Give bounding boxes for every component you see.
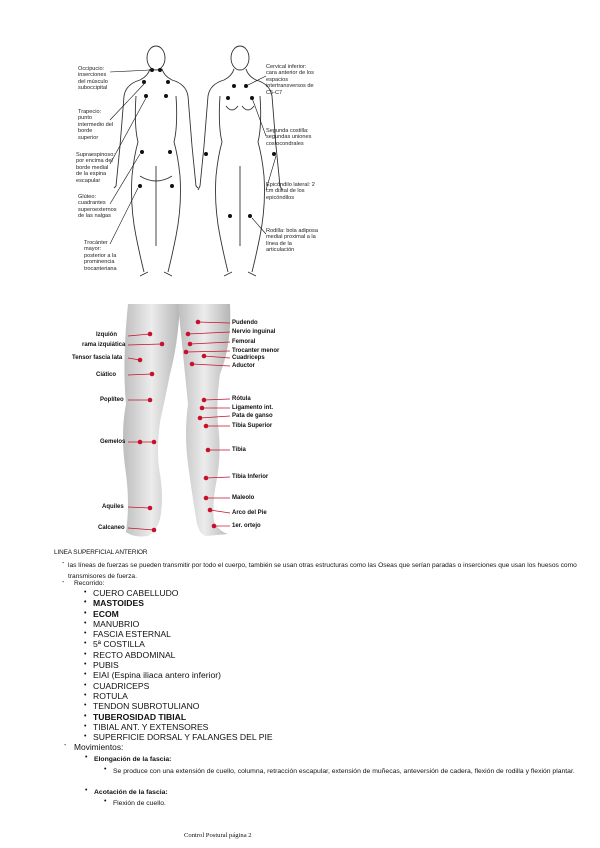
bullet-marker: • <box>85 754 88 761</box>
section-heading: LINEA SUPERFICIAL ANTERIOR <box>54 549 148 556</box>
leg-label-rotula: Rótula <box>232 396 251 402</box>
leg-label-arco-del-pie: Arco del Pie <box>232 510 267 516</box>
leg-label-pudendo: Pudendo <box>232 320 258 326</box>
list-item: • ROTULA <box>84 691 273 701</box>
list-item: • RECTO ABDOMINAL <box>84 650 273 660</box>
leg-label-izquion: Izquión <box>96 332 117 338</box>
tender-points-figure <box>70 36 330 280</box>
list-item: • MANUBRIO <box>84 619 273 629</box>
list-item: • MASTOIDES <box>84 598 273 608</box>
leg-label-tibia-superior: Tibia Superior <box>232 423 273 429</box>
page-footer: Control Postural página 2 <box>184 832 252 839</box>
intro-paragraph: las líneas de fuerzas se pueden transmitir por todo el cuerpo, también se usan otras estructuras como las Oseas que serían paradas o inserciones que usan los huesos como transmisores de fuerza. <box>68 562 577 580</box>
leg-label-nervio-inguinal: Nervio inguinal <box>232 329 276 335</box>
list-item: • EIAI (Espina iliaca antero inferior) <box>84 670 273 680</box>
list-item: • PUBIS <box>84 660 273 670</box>
dash-marker: - <box>62 560 65 567</box>
movimientos-label: Movimientos: <box>74 742 124 752</box>
list-item: • TENDON SUBROTULIANO <box>84 701 273 711</box>
acortacion-text: Flexión de cuello. <box>113 800 166 807</box>
dash-marker: - <box>64 742 67 749</box>
recorrido-list <box>84 588 273 742</box>
label-epicondilo: Epicóndilo lateral: 2 cm distal de los epicóndilos <box>266 182 315 201</box>
leg-label-aquiles: Aquiles <box>102 504 124 510</box>
list-item: • CUERO CABELLUDO <box>84 588 273 598</box>
leg-label-popliteo: Poplíteo <box>100 397 124 403</box>
leg-label-1er-ortejo: 1er. ortejo <box>232 523 261 529</box>
list-item: • TUBEROSIDAD TIBIAL <box>84 712 273 722</box>
label-trapecio: Trapecio: punto intermedio del borde superior <box>78 109 114 141</box>
leg-label-maleolo: Maleolo <box>232 495 255 501</box>
leg-points-figure <box>70 304 360 540</box>
list-item: • ECOM <box>84 609 273 619</box>
leg-label-tibia: Tibia <box>232 447 246 453</box>
bullet-marker: • <box>85 787 88 794</box>
list-item: • TIBIAL ANT. Y EXTENSORES <box>84 722 273 732</box>
list-item: • FASCIA ESTERNAL <box>84 629 273 639</box>
label-rodilla: Rodilla: bola adiposa medial proximal a la línea de la articulación <box>266 228 318 254</box>
dash-marker: - <box>62 579 65 586</box>
label-gluteo: Glúteo: cuadrantes superoexternos de las nalgas <box>78 194 117 220</box>
label-supraespinoso: Supraespinoso: por encima del borde medial de la espina escapular <box>76 152 115 184</box>
list-item: • CUADRICEPS <box>84 681 273 691</box>
label-segunda-costilla: Segunda costilla: segundas uniones costocondrales <box>266 128 312 147</box>
label-cervical-inferior: Cervical inferior: cara anterior de los espacios intertransversos de C5-C7 <box>266 64 314 96</box>
leg-label-rama-izquiatica: rama izquiática <box>82 342 126 348</box>
leg-label-aductor: Aductor <box>232 363 255 369</box>
recorrido-label: Recorrido: <box>74 580 105 587</box>
label-occipucio: Occipucio: inserciones del músculo suboccipital <box>78 66 108 92</box>
leg-label-pata-de-ganso: Pata de ganso <box>232 413 273 419</box>
leg-label-ligamento-int: Ligamento int. <box>232 405 273 411</box>
label-trocanter-mayor: Trocánter mayor: posterior a la prominencia trocanteriana <box>84 240 117 272</box>
leg-label-calcaneo: Calcaneo <box>98 525 125 531</box>
leg-label-trocanter-menor: Trocanter menor <box>232 348 280 354</box>
elongacion-label: Elongación de la fascia: <box>94 756 172 763</box>
bullet-marker: • <box>104 798 107 805</box>
leg-label-cuadriceps: Cuadriceps <box>232 355 265 361</box>
elongacion-text: Se produce con una extensión de cuello, columna, retracción escapular, extensión de muñecas, anteversión de cadera, flexión de rodilla y flexión plantar. <box>113 768 575 775</box>
list-item: • 5ª COSTILLA <box>84 639 273 649</box>
leg-label-tibia-inferior: Tibia Inferior <box>232 474 269 480</box>
acortacion-label: Acotación de la fascia: <box>94 789 168 796</box>
bullet-marker: • <box>104 766 107 773</box>
leg-label-ciatico: Ciático <box>96 372 117 378</box>
leg-label-gemelos: Gemelos <box>100 439 126 445</box>
leg-label-femoral: Femoral <box>232 339 256 345</box>
leg-label-tensor-fascia-lata: Tensor fascia lata <box>72 355 123 361</box>
list-item: • SUPERFICIE DORSAL Y FALANGES DEL PIE <box>84 732 273 742</box>
